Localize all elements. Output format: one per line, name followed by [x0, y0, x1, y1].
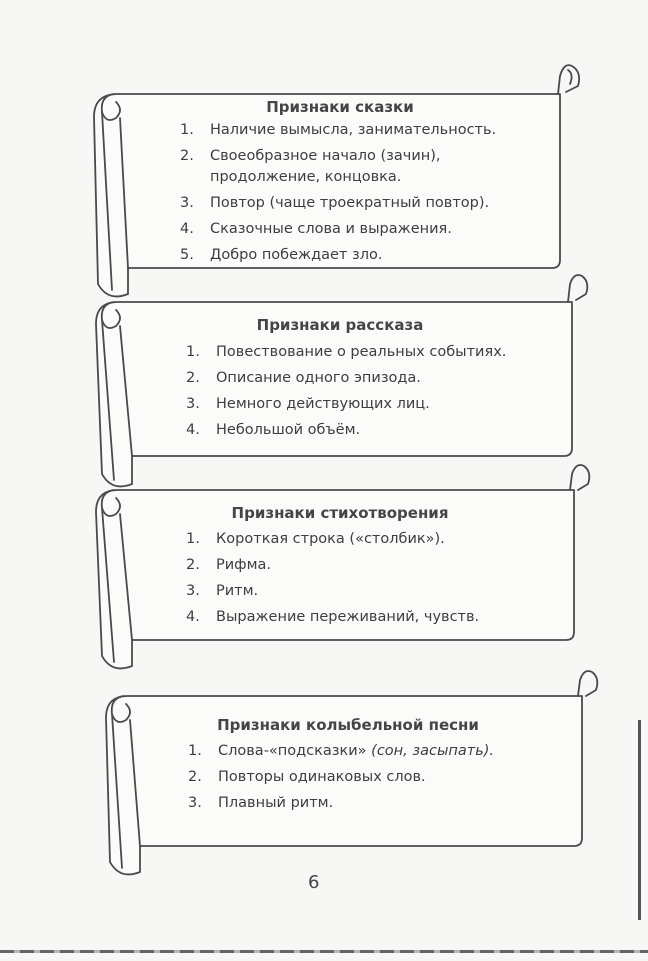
scroll-title: Признаки колыбельной песни [217, 716, 479, 734]
scroll-title: Признаки стихотворения [231, 504, 449, 522]
scroll-lullaby [98, 666, 598, 881]
list-item: 2. Своеобразное начало (зачин), [180, 148, 441, 164]
list-item: 1. Короткая строка («столбик»). [186, 531, 445, 547]
list-item: 4. Выражение переживаний, чувств. [186, 609, 480, 625]
scroll-title: Признаки сказки [266, 98, 414, 116]
feature-list [186, 342, 506, 446]
list-item: 1. Слова-«подсказки» (сон, засыпать). [188, 743, 495, 759]
list-item: 4. Небольшой объём. [186, 422, 361, 438]
scroll-fairy-tale [90, 62, 590, 302]
list-item: 1. Наличие вымысла, занимательность. [180, 122, 497, 138]
list-item-continuation: продолжение, концовка. [210, 169, 402, 185]
list-item: 2. Рифма. [186, 557, 271, 573]
list-item: 5. Добро побеждает зло. [180, 247, 383, 263]
feature-list [180, 120, 496, 271]
list-item: 3. Повтор (чаще троекратный повтор). [180, 195, 490, 211]
feature-list [186, 529, 479, 633]
feature-list [188, 741, 494, 819]
scroll-title: Признаки рассказа [256, 316, 424, 334]
list-item: 2. Описание одного эпизода. [186, 370, 421, 386]
scan-bottom-line [0, 950, 648, 953]
list-item: 4. Сказочные слова и выражения. [180, 221, 452, 237]
list-item: 2. Повторы одинаковых слов. [188, 769, 426, 785]
list-item: 3. Плавный ритм. [188, 795, 334, 811]
page-number: 6 [308, 872, 320, 893]
scroll-story [90, 272, 590, 492]
list-item: 3. Немного действующих лиц. [186, 396, 430, 412]
scroll-poem [90, 460, 590, 675]
list-item: 1. Повествование о реальных событиях. [186, 344, 507, 360]
scan-edge-mark [638, 720, 641, 920]
list-item: 3. Ритм. [186, 583, 259, 599]
